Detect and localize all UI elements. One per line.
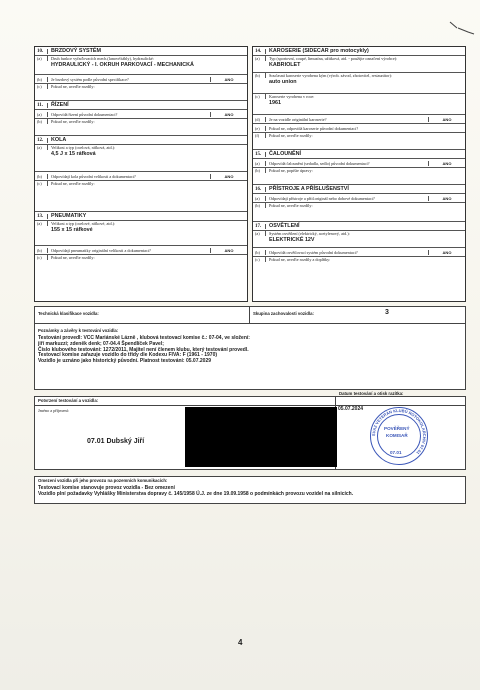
row-label: (c)	[35, 255, 48, 260]
row-label: (f)	[253, 133, 266, 138]
tyres-field	[48, 221, 247, 233]
row-label: (a)	[35, 221, 48, 226]
row-label: (a)	[35, 112, 48, 117]
row-label: (c)	[35, 181, 48, 186]
stamp-number: 07.01	[390, 450, 402, 455]
section-12-number: 12.	[35, 138, 48, 143]
approval-label: Potvrzení testování a vozidla:	[38, 398, 99, 403]
row-label: (c)	[253, 257, 266, 262]
notes-line: Testovací komise zařazuje vozidlo do třídy dle Kodexu FIVA: F (1961 - 1970)	[38, 352, 218, 359]
preservation-group-value: 3	[385, 309, 389, 316]
name-label: Jméno a příjmení:	[38, 408, 70, 413]
answer-yes: ANO	[210, 112, 247, 117]
notes-line: jiří markuzzi; zdeněk denk; 07-04.4 Špendlíček Pavel;	[38, 340, 164, 347]
row-label: (e)	[253, 126, 266, 131]
left-column	[34, 46, 248, 302]
section-16-number: 16.	[253, 187, 266, 192]
answer-yes: ANO	[210, 77, 247, 82]
lighting-value: ELEKTRICKÉ 12V	[269, 237, 315, 243]
field-label: Systém osvětlení (elektrický, acetylenový, atd.):	[269, 231, 350, 236]
section-17-number: 17.	[253, 224, 266, 229]
answer-yes: ANO	[210, 174, 247, 179]
field-label: Pokud ne, uveďte rozdíly:	[51, 181, 95, 186]
field-label: Pokud ne, popište úpravy:	[269, 168, 313, 173]
answer-yes: ANO	[428, 250, 465, 255]
official-stamp	[370, 407, 428, 465]
row-label: (b)	[35, 174, 48, 179]
answer-yes: ANO	[210, 248, 247, 253]
restriction-line: Testovací komise stanovuje provoz vozidla - Bez omezení	[38, 485, 175, 491]
field-label: Odpovídají kola původní velikosti a dokumentaci?	[51, 173, 136, 179]
tech-classification-label: Technická klasifikace vozidla:	[38, 311, 99, 316]
row-label: (b)	[35, 77, 48, 82]
field-label: Pokud ne, uveďte rozdíly a doplňky:	[269, 257, 331, 262]
section-16-title: PŘÍSTROJE A PŘÍSLUŠENSTVÍ	[269, 186, 349, 192]
preservation-group-label: Skupina zachovalosti vozidla:	[253, 311, 314, 316]
section-14-number: 14.	[253, 49, 266, 54]
row-label: (b)	[253, 203, 266, 208]
section-13-number: 13.	[35, 214, 48, 219]
row-label: (d)	[253, 117, 266, 122]
row-label: (a)	[253, 56, 266, 61]
section-11-number: 11.	[35, 103, 48, 108]
body-type-value: KABRIOLET	[269, 62, 301, 68]
row-label: (b)	[35, 119, 48, 124]
row-label: (a)	[35, 56, 48, 61]
field-label: Velikost a typ (ocelová, ráfková, atd.):	[51, 145, 116, 150]
date-stamp-label: Datum testování a otisk razítka:	[339, 391, 404, 396]
row-label: (c)	[35, 84, 48, 89]
brake-type-field	[48, 56, 247, 68]
section-17-title: OSVĚTLENÍ	[269, 223, 300, 229]
notes-line: Vozidlo je uznáno jako historický původní. Platnost testování: 05.07.2029	[38, 358, 212, 365]
row-label: (a)	[253, 161, 266, 166]
notes-label: Poznámky a závěry k testování vozidla:	[38, 328, 119, 333]
row-label: (a)	[253, 196, 266, 201]
field-label: Odpovídají pneumatiky originální velikosti a dokumentaci?	[51, 247, 151, 253]
section-10-title: BRZDOVÝ SYSTÉM	[51, 48, 102, 54]
page-number: 4	[238, 638, 243, 647]
field-label: Pokud ne, odpovídá karoserie původní dokumentaci?	[269, 125, 359, 131]
row-label: (b)	[253, 168, 266, 173]
field-label: Pokud ne, uveďte rozdíly:	[51, 119, 95, 124]
answer-yes: ANO	[428, 161, 465, 166]
pen-mark	[448, 16, 476, 38]
field-label: Druh funkce vyřaďovacích mech.(lanové/táhly), hydraulické:	[51, 56, 154, 61]
answer-yes: ANO	[428, 117, 465, 122]
row-label: (c)	[253, 94, 266, 99]
section-15-number: 15.	[253, 152, 266, 157]
row-label: (b)	[35, 248, 48, 253]
field-label: Odpovídá řízení původní dokumentaci?	[51, 111, 118, 117]
wheels-field	[48, 145, 247, 157]
notes-line: Číslo klubového testování: 1272/2011, Majitel není členem klubu, který testování provedl.	[38, 346, 249, 353]
svg-text:SVAZ VETERÁN KLUBŮ ROTOKOLARCH: SVAZ VETERÁN KLUBŮ ROTOKOLARCHIV 07.01	[371, 408, 427, 456]
restriction-line: Vozidlo plní požadavky Vyhlášky Ministerstva dopravy č. 145/1958 Ú.J. ze dne 19.09.1958 o podmínkách provozu vozidel na silnicích.	[38, 490, 354, 497]
field-label: Velikost a typ (ocelové, ráfkové, atd.):	[51, 221, 116, 226]
section-11-title: ŘÍZENÍ	[51, 102, 69, 108]
answer-yes: ANO	[428, 196, 465, 201]
test-date: 05.07.2024	[338, 406, 364, 412]
approval-box	[34, 391, 466, 470]
body-maker-field	[266, 73, 465, 85]
field-label: Pokud ne, uveďte rozdíly:	[269, 133, 313, 138]
row-label: (b)	[253, 73, 266, 78]
field-label: Odpovídá osvětlovací systém původní dokumentaci?	[269, 249, 358, 255]
lighting-field	[266, 231, 465, 243]
row-label: (a)	[253, 231, 266, 236]
field-label: Typ (sportovní, coupé, limuzína, užitková, atd. - použijte označení výrobce):	[269, 56, 398, 61]
right-column	[252, 46, 466, 302]
field-label: Odpovídají přístroje a příd.originál nebo dobové dokumentaci?	[269, 195, 375, 201]
section-14-title: KAROSERIE (SIDECAR pro motocykly)	[269, 48, 369, 54]
restriction-box	[34, 476, 466, 504]
field-label: Odpovídá čalounění (sedadla, sedlo) původní dokumentaci?	[269, 160, 370, 166]
stamp-center-line: KOMISAŘ	[386, 433, 408, 438]
field-label: Pokud ne, uveďte rozdíly:	[269, 203, 313, 208]
section-12-title: KOLA	[51, 137, 67, 143]
section-13-title: PNEUMATIKY	[51, 213, 87, 219]
signature-redaction	[185, 407, 337, 467]
body-year-value: 1961	[269, 100, 281, 106]
field-label: Je na vozidle originální karoserie?	[269, 116, 327, 122]
body-maker-value: auto union	[269, 79, 297, 85]
field-label: Pokud ne, uveďte rozdíly:	[51, 84, 95, 89]
stamp-center-line: POVĚŘENÝ	[384, 426, 410, 431]
restriction-text	[38, 486, 462, 498]
restriction-label: Omezení vozidla při jeho provozu na pozemních komunikacích:	[38, 478, 168, 483]
wheels-value: 4,5 J x 15 ráfková	[51, 151, 96, 157]
field-label: Pokud ne, uveďte rozdíly:	[51, 255, 95, 260]
field-label: Karoserie vyrobena v roce:	[269, 94, 315, 99]
section-10-number: 10.	[35, 49, 48, 54]
row-label: (b)	[253, 250, 266, 255]
field-label: Současná karoserie vyrobena kým (výrob. závod, zhotovitel, restaurátor):	[269, 73, 393, 78]
body-year-field	[266, 94, 465, 106]
brake-type-value: HYDRAULICKÝ - I. OKRUH PARKOVACÍ - MECHANICKÁ	[51, 62, 194, 68]
field-label: Je brzdový systém podle původní specifikace?	[51, 76, 129, 82]
classification-box	[34, 306, 466, 390]
tester-name: 07.01 Dubský Jiří	[87, 438, 145, 445]
row-label: (a)	[35, 145, 48, 150]
notes-line: Testování provedl: VCC Mariánské Lázně , klubová testovací komise č.: 07-04, ve složení:	[38, 335, 250, 341]
body-type-field	[266, 56, 465, 68]
section-15-title: ČALOUNĚNÍ	[269, 151, 302, 157]
notes-text	[38, 336, 458, 365]
tyres-value: 155 x 15 ráfkové	[51, 227, 93, 233]
